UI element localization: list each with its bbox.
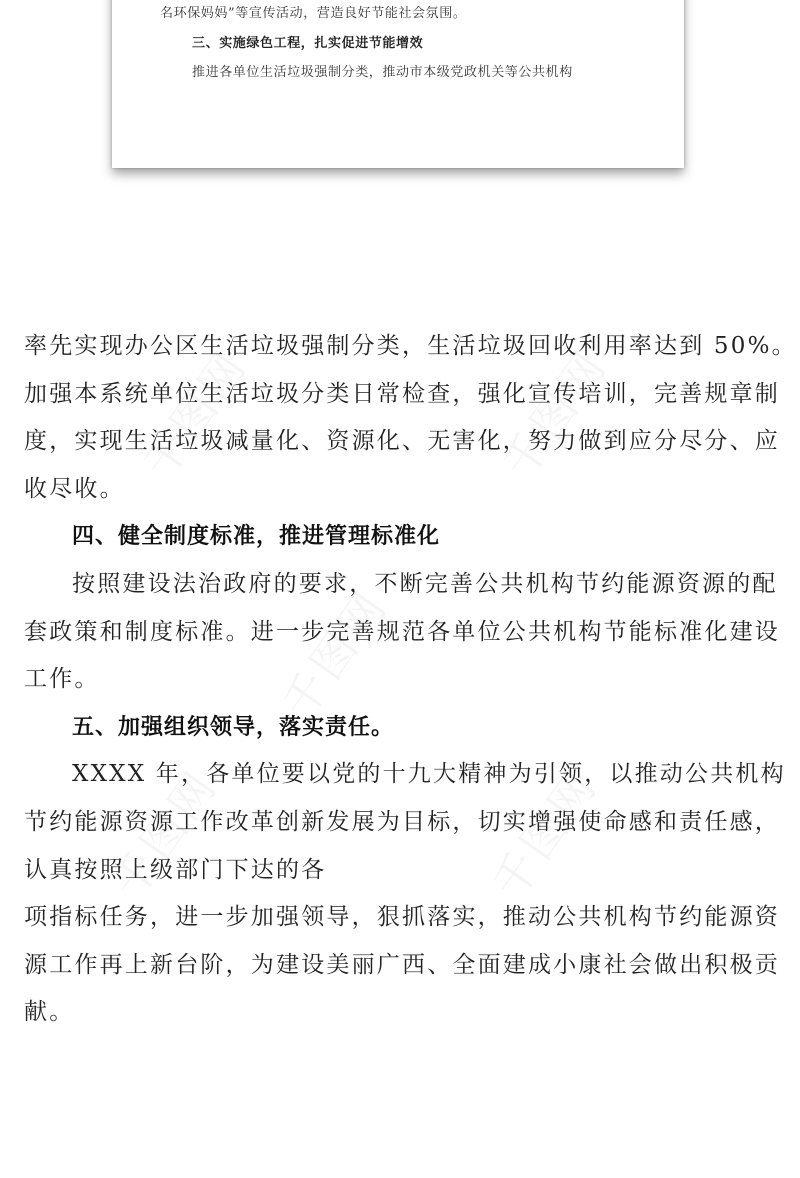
- body-line: 加强本系统单位生活垃圾分类日常检查，强化宣传培训，完善规章制: [24, 380, 780, 407]
- body-line: 收尽收。: [24, 475, 125, 502]
- section-heading-4: 四、健全制度标准，推进管理标准化: [72, 524, 441, 550]
- body-line: 套政策和制度标准。进一步完善规范各单位公共机构节能标准化建设: [24, 618, 780, 645]
- preview-section-heading: 三、实施绿色工程，扎实促进节能增效: [192, 36, 424, 51]
- body-line: 按照建设法治政府的要求，不断完善公共机构节约能源资源的配: [72, 570, 778, 597]
- body-line: 率先实现办公区生活垃圾强制分类，生活垃圾回收利用率达到 50%。: [24, 333, 797, 359]
- preview-text-line: 名环保妈妈”等宣传活动，营造良好节能社会氛围。: [160, 6, 467, 21]
- body-line: 源工作再上新台阶，为建设美丽广西、全面建成小康社会做出积极贡: [24, 951, 780, 978]
- preview-text-line: 推进各单位生活垃圾强制分类，推动市本级党政机关等公共机构: [192, 65, 573, 80]
- document-body: [24, 323, 797, 1037]
- document-preview-card: [112, 0, 684, 168]
- body-line: 节约能源资源工作改革创新发展为目标，切实增强使命感和责任感，: [24, 808, 780, 835]
- body-line: 工作。: [24, 666, 100, 693]
- section-heading-5: 五、加强组织领导，落实责任。: [72, 714, 395, 740]
- body-line: 度，实现生活垃圾减量化、资源化、无害化，努力做到应分尽分、应: [24, 428, 780, 455]
- body-line: 认真按照上级部门下达的各: [24, 856, 327, 883]
- body-line: 献。: [24, 999, 75, 1026]
- body-line: 项指标任务，进一步加强领导，狠抓落实，推动公共机构节约能源资: [24, 904, 780, 931]
- body-line: XXXX 年，各单位要以党的十九大精神为引领，以推动公共机构: [72, 761, 786, 788]
